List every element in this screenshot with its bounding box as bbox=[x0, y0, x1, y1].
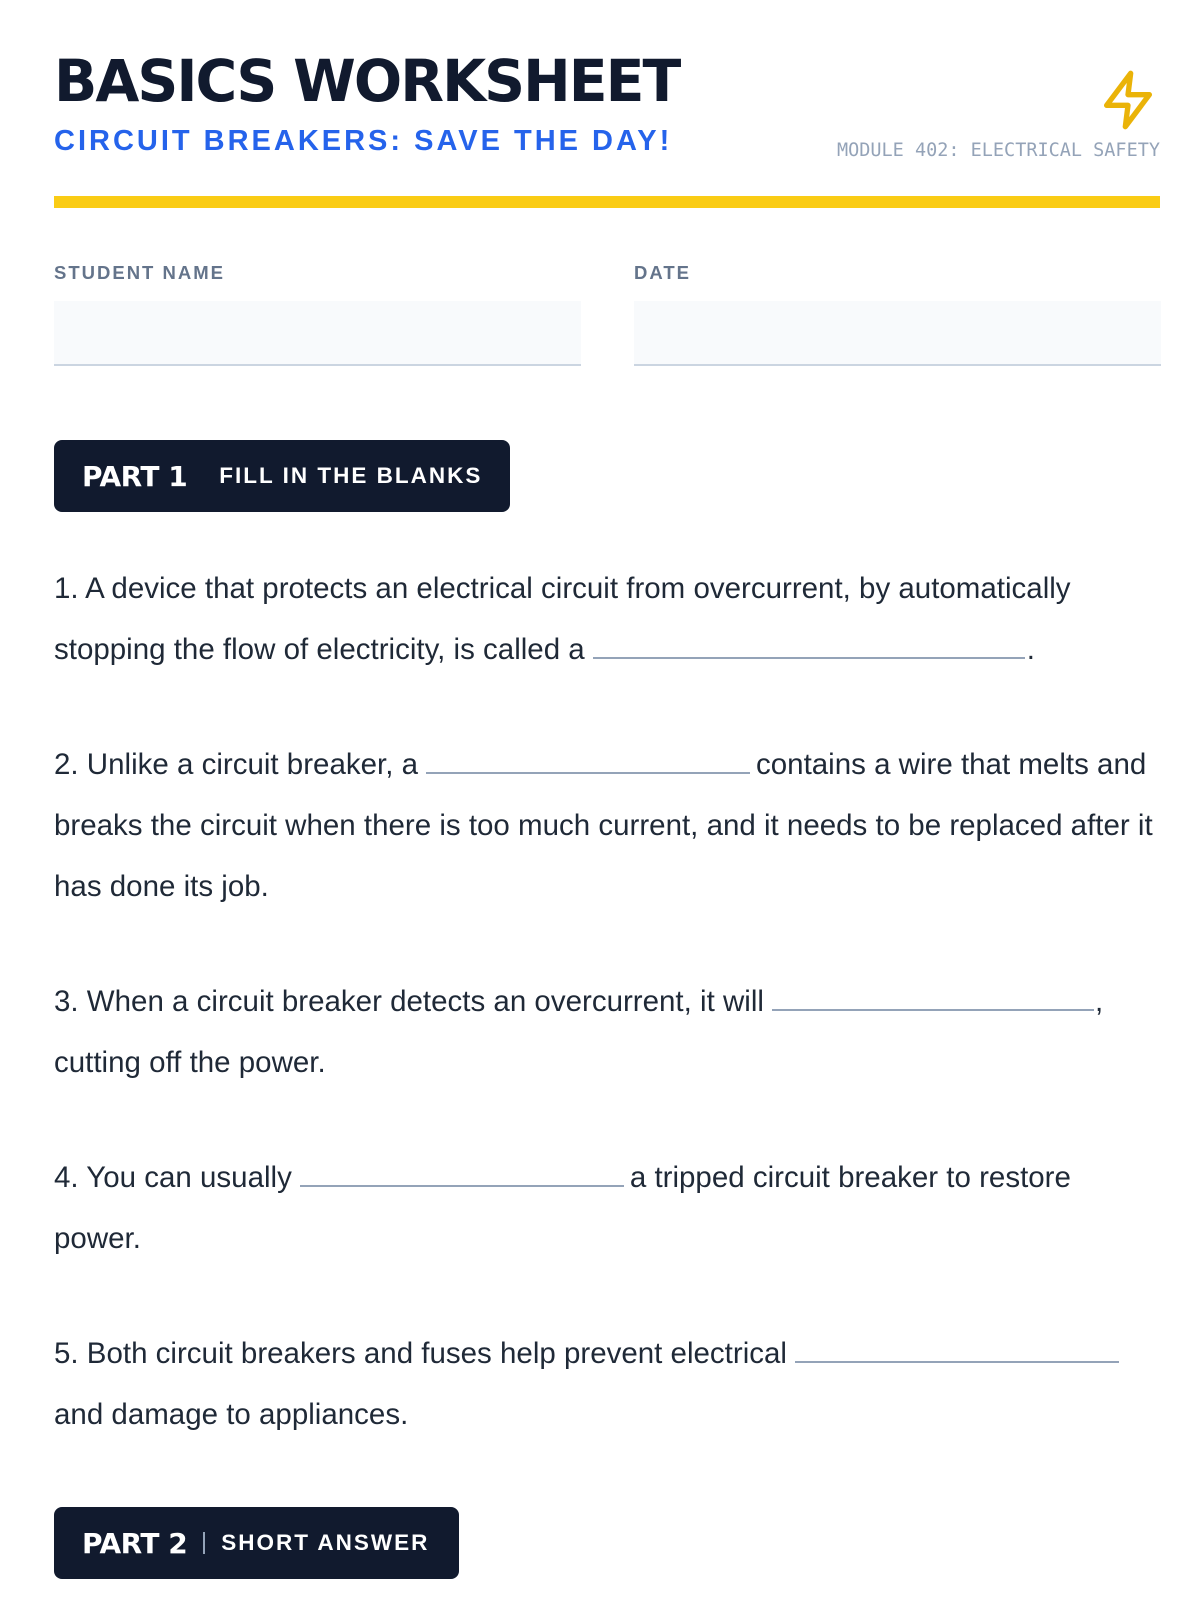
answer-blank-4[interactable] bbox=[300, 1157, 624, 1187]
question-5-text-after: and damage to appliances. bbox=[54, 1398, 409, 1431]
lightning-bolt-icon bbox=[1096, 68, 1160, 132]
date-field-group bbox=[634, 264, 1161, 366]
part-2-title: SHORT ANSWER bbox=[221, 1530, 430, 1555]
question-1 bbox=[54, 558, 1160, 680]
answer-blank-2[interactable] bbox=[426, 744, 750, 774]
worksheet-title: BASICS WORKSHEET bbox=[54, 47, 680, 115]
question-4-text-after: a tripped circuit breaker to restore power. bbox=[54, 1161, 1071, 1255]
worksheet-subtitle: CIRCUIT BREAKERS: SAVE THE DAY! bbox=[54, 125, 673, 157]
answer-blank-5[interactable] bbox=[795, 1333, 1119, 1363]
header-divider bbox=[54, 196, 1160, 208]
part-2-separator bbox=[203, 1532, 205, 1554]
question-4-text: 4. You can usually bbox=[54, 1161, 292, 1194]
worksheet-header bbox=[54, 0, 1160, 210]
question-3-text: 3. When a circuit breaker detects an overcurrent, it will bbox=[54, 985, 764, 1018]
question-2 bbox=[54, 734, 1160, 917]
question-5-text: 5. Both circuit breakers and fuses help prevent electrical bbox=[54, 1337, 787, 1370]
answer-blank-3[interactable] bbox=[772, 981, 1094, 1011]
question-5 bbox=[54, 1323, 1160, 1445]
question-3-text-after: , cutting off the power. bbox=[54, 985, 1104, 1079]
answer-blank-1[interactable] bbox=[593, 629, 1025, 659]
part-1-title: FILL IN THE BLANKS bbox=[219, 463, 483, 488]
date-label: DATE bbox=[634, 262, 691, 283]
question-4 bbox=[54, 1147, 1160, 1269]
question-1-text: 1. A device that protects an electrical circuit from overcurrent, by automatically stopping the flow of electricity, is called a bbox=[54, 572, 1071, 666]
student-name-input[interactable] bbox=[54, 301, 581, 366]
fill-in-questions bbox=[54, 558, 1160, 1499]
worksheet-page bbox=[54, 0, 1160, 1560]
question-2-text: 2. Unlike a circuit breaker, a bbox=[54, 748, 418, 781]
question-1-text-after: . bbox=[1026, 633, 1035, 666]
part-1-banner bbox=[54, 440, 510, 512]
question-3 bbox=[54, 971, 1160, 1093]
question-2-text-after: contains a wire that melts and breaks the circuit when there is too much current, and it needs to be replaced after it has done its job. bbox=[54, 748, 1153, 903]
date-input[interactable] bbox=[634, 301, 1161, 366]
student-name-field-group bbox=[54, 264, 581, 366]
part-2-number: PART 2 bbox=[82, 1526, 188, 1560]
module-label: MODULE 402: ELECTRICAL SAFETY bbox=[836, 140, 1160, 161]
part-2-banner bbox=[54, 1507, 459, 1579]
student-name-label: STUDENT NAME bbox=[54, 262, 225, 283]
part-1-number: PART 1 bbox=[82, 459, 188, 493]
